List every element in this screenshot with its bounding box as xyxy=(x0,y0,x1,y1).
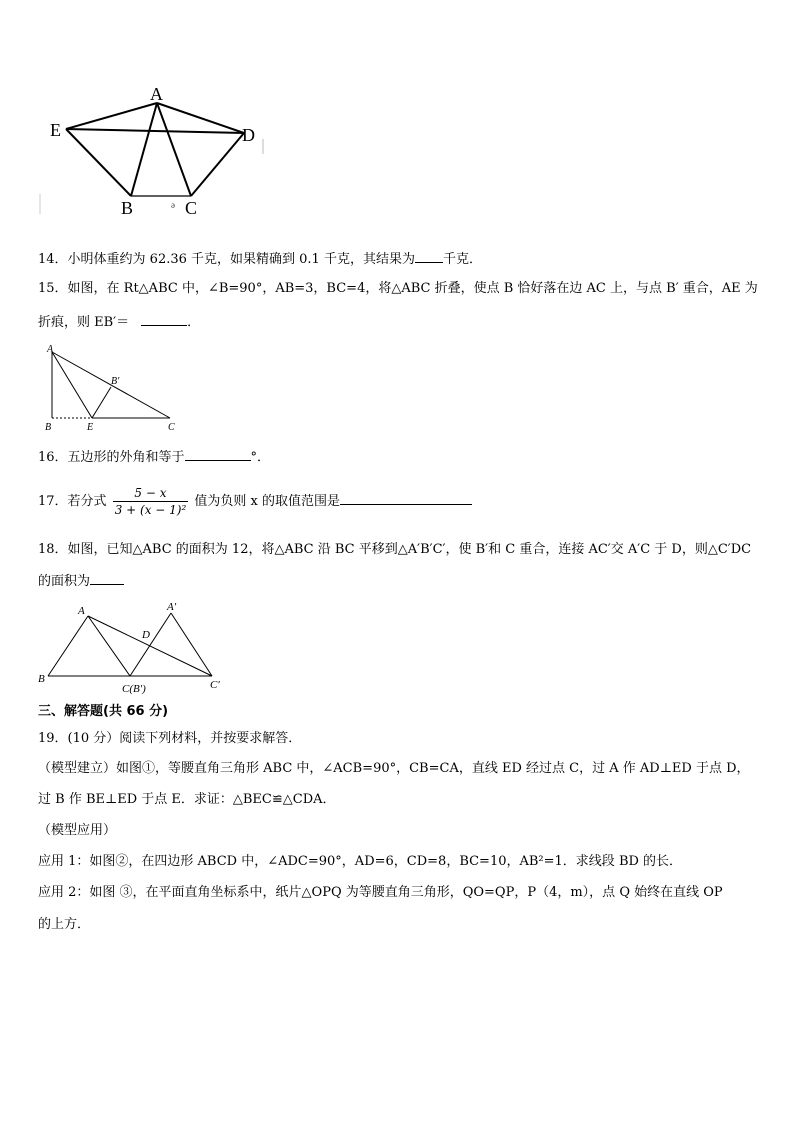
label-B: B xyxy=(121,198,134,218)
question-15-line2 xyxy=(38,312,200,332)
label-D: D xyxy=(242,125,255,145)
label-B: B xyxy=(38,673,45,685)
edge-DC xyxy=(191,133,244,196)
label-A: A xyxy=(78,605,85,617)
q19-paragraph-4: 应用 1：如图②，在四边形 ABCD 中，∠ADC=90°，AD=6，CD=8，BC=10，AB²=1．求线段 BD 的长． xyxy=(38,854,683,869)
figure-q18 xyxy=(36,598,226,696)
question-18-line1 xyxy=(38,541,751,559)
question-14 xyxy=(38,249,482,269)
question-16 xyxy=(38,447,270,467)
q14-text: 14．小明体重约为 62.36 千克，如果精确到 0.1 千克，其结果为 xyxy=(38,252,415,267)
question-15-line1 xyxy=(38,280,758,298)
label-B: B xyxy=(45,422,52,432)
q17-text-2: 值为负则 x 的取值范围是 xyxy=(194,494,341,509)
q19-paragraph-1: （模型建立）如图①，等腰直角三角形 ABC 中，∠ACB=90°，CB=CA，直线 ED 经过点 C，过 A 作 AD⊥ED 于点 D， xyxy=(38,761,750,776)
edge-EA xyxy=(66,103,157,129)
q18-answer-blank xyxy=(90,571,124,585)
edge-AB xyxy=(131,103,157,196)
figure-q13 xyxy=(36,84,268,220)
label-C: C xyxy=(168,422,175,432)
fraction-numerator: 5 − x xyxy=(113,485,189,502)
q14-unit: 千克． xyxy=(442,252,482,267)
label-A-prime: A′ xyxy=(167,601,177,613)
q15-period: ． xyxy=(187,315,201,330)
edge-EB xyxy=(66,129,131,196)
q17-fraction xyxy=(113,485,189,518)
fraction-denominator: 3 + (x − 1)² xyxy=(114,503,187,517)
label-B-prime: B′ xyxy=(111,376,120,387)
q17-answer-blank xyxy=(340,491,472,505)
edge-AD xyxy=(157,103,244,133)
q15-text-1: 15．如图，在 Rt△ABC 中，∠B=90°，AB=3，BC=4，将△ABC 折叠，使点 B 恰好落在边 AC 上，与点 B′ 重合，AE 为 xyxy=(38,281,758,296)
label-E: E xyxy=(87,422,94,432)
q19-paragraph-5: 应用 2：如图 ③，在平面直角坐标系中，纸片△OPQ 为等腰直角三角形，QO=QP，P（4，m），点 Q 始终在直线 OP xyxy=(38,885,723,900)
q15-text-2: 折痕，则 EB′＝ xyxy=(38,315,130,330)
label-C-B-prime: C(B′) xyxy=(122,683,146,695)
q15-answer-blank xyxy=(141,312,187,326)
q18-text-1: 18．如图，已知△ABC 的面积为 12，将△ABC 沿 BC 平移到△A′B′C′，使 B′和 C 重合，连接 AC′交 A′C 于 D，则△C′DC xyxy=(38,542,752,557)
section-3-heading: 三、解答题(共 66 分) xyxy=(38,704,169,719)
edge-ED xyxy=(66,129,244,133)
q14-answer-blank xyxy=(415,249,443,263)
q16-answer-blank xyxy=(185,447,251,461)
label-A: A xyxy=(47,344,54,355)
question-18-line2 xyxy=(38,571,124,591)
label-A: A xyxy=(150,84,163,104)
q17-text-1: 17．若分式 xyxy=(38,494,107,509)
q19-intro: 19．(10 分）阅读下列材料，并按要求解答． xyxy=(38,731,302,746)
q18-text-2: 的面积为 xyxy=(38,574,91,589)
label-D: D xyxy=(142,629,150,641)
label-C: C xyxy=(185,198,198,218)
edge-AC xyxy=(157,103,191,196)
q16-unit: °． xyxy=(250,450,271,465)
question-17 xyxy=(38,482,472,522)
svg-text:ə: ə xyxy=(171,200,175,210)
label-E: E xyxy=(50,120,61,140)
q19-paragraph-2: 过 B 作 BE⊥ED 于点 E．求证：△BEC≌△CDA． xyxy=(38,792,336,807)
label-C-prime: C′ xyxy=(210,679,220,691)
q16-text: 16．五边形的外角和等于 xyxy=(38,450,185,465)
q19-paragraph-6: 的上方． xyxy=(38,917,91,932)
q19-paragraph-3: （模型应用） xyxy=(38,823,117,838)
figure-q15 xyxy=(40,344,190,432)
